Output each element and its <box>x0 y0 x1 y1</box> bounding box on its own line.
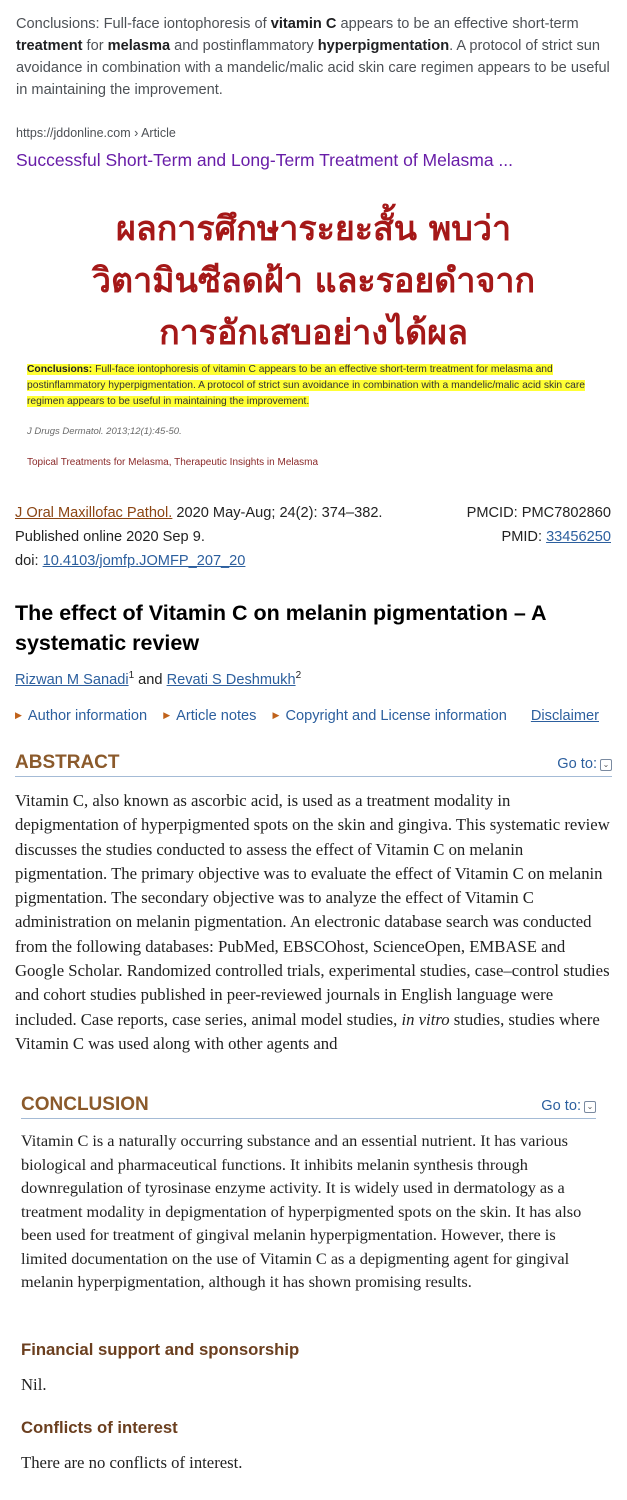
journal-date: 2020 May-Aug; 24(2): 374–382. <box>172 505 383 521</box>
author-2-link[interactable]: Revati S Deshmukh <box>166 671 296 688</box>
abstract-goto-button[interactable]: Go to: ⌄ <box>557 756 612 772</box>
journal-link[interactable]: J Oral Maxillofac Pathol. <box>15 505 173 521</box>
abstract-header <box>15 750 612 777</box>
snippet-text: and postinflammatory <box>170 38 318 54</box>
snippet-text: Conclusions: Full-face iontophoresis of <box>16 16 271 32</box>
conclusion-heading: CONCLUSION <box>21 1094 149 1115</box>
article-title: The effect of Vitamin C on melanin pigmentation – A systematic review <box>15 601 546 655</box>
author-list <box>15 670 301 688</box>
expand-triangle-icon: ▶ <box>163 710 171 720</box>
authors-and: and <box>134 671 167 688</box>
abstract-heading: ABSTRACT <box>15 752 120 773</box>
pmid-link[interactable]: 33456250 <box>546 529 611 545</box>
conflicts-text: There are no conflicts of interest. <box>21 1453 243 1472</box>
author-1-link[interactable]: Rizwan M Sanadi <box>15 671 129 688</box>
snippet-text: . A protocol of strict sun avoidance in combination with a mandelic/malic acid skin care regimen appears to be useful in maintaining the improvement. <box>16 38 610 98</box>
article-notes-toggle[interactable]: ▶ Article notes <box>163 708 257 724</box>
disclaimer-link[interactable]: Disclaimer <box>530 708 599 724</box>
conclusion-goto-button[interactable]: Go to: ⌄ <box>541 1098 596 1114</box>
conclusion-header <box>21 1092 596 1119</box>
pmid-line <box>501 529 611 545</box>
expand-triangle-icon: ▶ <box>15 710 22 720</box>
expand-triangle-icon: ▶ <box>272 710 280 720</box>
chevron-down-icon: ⌄ <box>584 1101 596 1113</box>
thai-line-2: วิตามินซีลดฝ้า และรอยดำจาก <box>91 261 536 301</box>
highlighted-conclusion <box>27 362 617 410</box>
topical-treatments-caption: Topical Treatments for Melasma, Therapeutic Insights in Melasma <box>27 457 319 468</box>
conclusion-label: Conclusions: <box>27 364 93 375</box>
published-date: Published online 2020 Sep 9. <box>15 529 205 545</box>
article-info-bar <box>15 708 615 724</box>
journal-citation: J Drugs Dermatol. 2013;12(1):45-50. <box>27 426 182 437</box>
snippet-text: for <box>82 38 108 54</box>
thai-headline <box>0 203 627 359</box>
journal-line <box>15 505 383 521</box>
snippet-keyword: treatment <box>16 38 83 54</box>
pmid-label: PMID: <box>501 529 547 545</box>
copyright-license-toggle[interactable]: ▶ Copyright and License information <box>272 708 507 724</box>
financial-text: Nil. <box>21 1375 47 1394</box>
chevron-down-icon: ⌄ <box>600 759 612 771</box>
pmcid: PMCID: PMC7802860 <box>466 505 611 521</box>
thai-line-3: การอักเสบอย่างได้ผล <box>159 313 468 353</box>
thai-line-1: ผลการศึกษาระยะสั้น พบว่า <box>115 209 512 249</box>
snippet-keyword: melasma <box>107 38 171 54</box>
author-information-toggle[interactable]: ▶ Author information <box>15 708 148 724</box>
snippet-keyword: hyperpigmentation <box>317 38 450 54</box>
author-1-affiliation: 1 <box>128 670 135 681</box>
doi-label: doi: <box>15 553 43 569</box>
conclusion-text-body: Vitamin C is a naturally occurring substance and an essential nutrient. It has various biological and pharmaceutical functions. It inhibits melanin synthesis through downregulation of tyrosinase enzyme activity. It is widely used in dermatology as a treatment modality in depigmentation of hyperpigmented spots on the skin. It has also been used for treatment of gingival melanin hyperpigmentation. However, there is limited documentation on the use of Vitamin C as a depigmenting agent for gingival melanin hyperpigmentation, although it has shown promising results. <box>21 1131 582 1291</box>
financial-heading: Financial support and sponsorship <box>21 1340 300 1359</box>
search-snippet <box>16 13 616 101</box>
conflicts-heading: Conflicts of interest <box>21 1418 178 1437</box>
abstract-text: Vitamin C, also known as ascorbic acid, is used as a treatment modality in depigmentation of hyperpigmented spots on the skin and gingiva. This systematic review discusses the studies conducted to assess the effect of Vitamin C on melanin pigmentation. The primary objective was to evaluate the effect of Vitamin C on melanin pigmentation. The secondary objective was to analyze the effect of Vitamin C administration on melanin pigmentation. An electronic database search was conducted from the following databases: PubMed, EBSCOhost, ScienceOpen, EMBASE and Google Scholar. Randomized controlled trials, experimental studies, case–control studies and cohort studies published in peer-reviewed journals in English language were included. Case reports, case series, animal model studies, in vitro studies, studies where Vitamin C was used along with other agents and <box>15 791 610 1053</box>
doi-link[interactable]: 10.4103/jomfp.JOMFP_207_20 <box>42 553 246 569</box>
snippet-text: appears to be an effective short-term <box>336 16 579 32</box>
author-2-affiliation: 2 <box>295 670 302 681</box>
result-title-link[interactable]: Successful Short-Term and Long-Term Treatment of Melasma ... <box>16 150 513 170</box>
conclusion-text: Full-face iontophoresis of vitamin C appears to be an effective short-term treatment for melasma and postinflammatory hyperpigmentation. A protocol of strict sun avoidance in combination with a mandelic/malic acid skin care regimen appears to be useful in maintaining the improvement. <box>27 364 586 407</box>
doi-line <box>15 553 245 569</box>
result-url[interactable]: https://jddonline.com › Article <box>16 126 176 140</box>
snippet-keyword: vitamin C <box>270 16 337 32</box>
